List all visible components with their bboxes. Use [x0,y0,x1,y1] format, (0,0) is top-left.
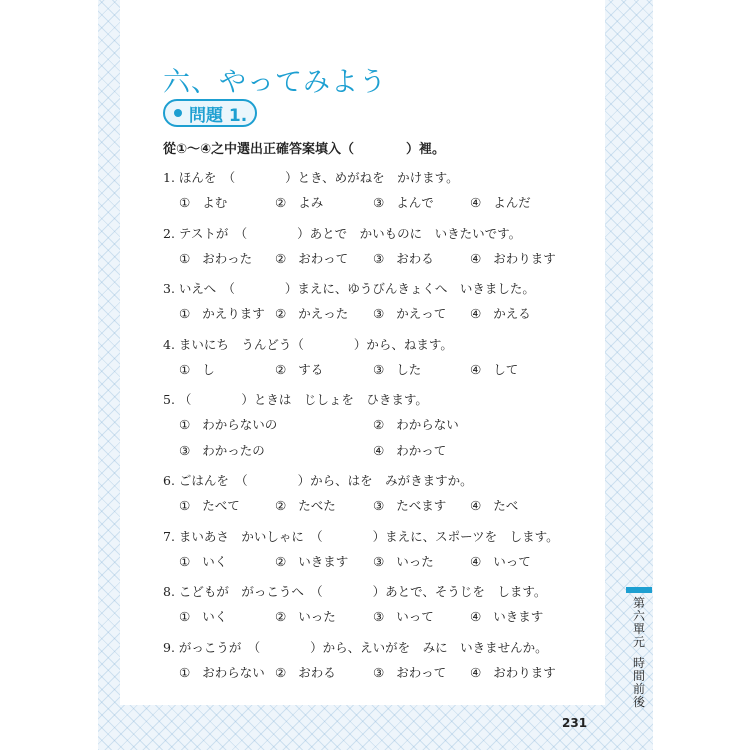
option-2-2: ② おわって [275,251,349,266]
option-4-3: ③ した [373,362,422,377]
side-tab-label: 第 六 單 元 時 間 前 後 [632,596,645,709]
question-5: 5. （ ）ときは じしょを ひきます。 [163,392,428,407]
option-9-4: ④ おわります [470,665,556,680]
badge-label: 問題 1. [189,105,248,126]
option-2-4: ④ おわります [470,251,556,266]
section-title: 六、やってみよう [163,67,387,98]
option-8-3: ③ いって [373,609,434,624]
question-4: 4. まいにち うんどう（ ）から、ねます。 [163,337,453,352]
option-9-3: ③ おわって [373,665,447,680]
option-8-2: ② いった [275,609,336,624]
question-1: 1. ほんを （ ）とき、めがねを かけます。 [163,170,459,185]
option-8-4: ④ いきます [470,609,544,624]
option-6-1: ① たべて [179,498,240,513]
option-7-1: ① いく [179,554,228,569]
page-number: 231 [562,716,588,730]
instruction-text: 從①～④之中選出正確答案填入（ ）裡。 [163,142,446,157]
option-6-4: ④ たべ [470,498,519,513]
option-1-4: ④ よんだ [470,195,531,210]
option-8-1: ① いく [179,609,228,624]
option-3-2: ② かえった [275,306,349,321]
option-5-4: ④ わかって [373,443,447,458]
question-3: 3. いえへ （ ）まえに、ゆうびんきょくへ いきました。 [163,281,535,296]
option-5-3: ③ わかったの [179,443,265,458]
option-3-1: ① かえります [179,306,265,321]
question-8: 8. こどもが がっこうへ （ ）あとで、そうじを します。 [163,584,547,599]
option-7-3: ③ いった [373,554,434,569]
option-9-1: ① おわらない [179,665,265,680]
option-6-3: ③ たべます [373,498,447,513]
option-1-2: ② よみ [275,195,324,210]
option-6-2: ② たべた [275,498,336,513]
option-5-1: ① わからないの [179,417,278,432]
question-badge [163,99,257,127]
question-2: 2. テストが （ ）あとで かいものに いきたいです。 [163,226,522,241]
question-9: 9. がっこうが （ ）から、えいがを みに いきませんか。 [163,640,548,655]
question-7: 7. まいあさ かいしゃに （ ）まえに、スポーツを します。 [163,529,559,544]
option-4-1: ① し [179,362,215,377]
option-3-4: ④ かえる [470,306,531,321]
side-tab-marker [626,587,652,593]
option-4-2: ② する [275,362,324,377]
option-2-1: ① おわった [179,251,253,266]
option-9-2: ② おわる [275,665,336,680]
option-3-3: ③ かえって [373,306,447,321]
option-4-4: ④ して [470,362,519,377]
option-1-3: ③ よんで [373,195,434,210]
question-6: 6. ごはんを （ ）から、はを みがきますか。 [163,473,473,488]
bullet-dot-icon [174,109,182,117]
option-5-2: ② わからない [373,417,459,432]
option-7-2: ② いきます [275,554,349,569]
option-2-3: ③ おわる [373,251,434,266]
option-7-4: ④ いって [470,554,531,569]
option-1-1: ① よむ [179,195,228,210]
